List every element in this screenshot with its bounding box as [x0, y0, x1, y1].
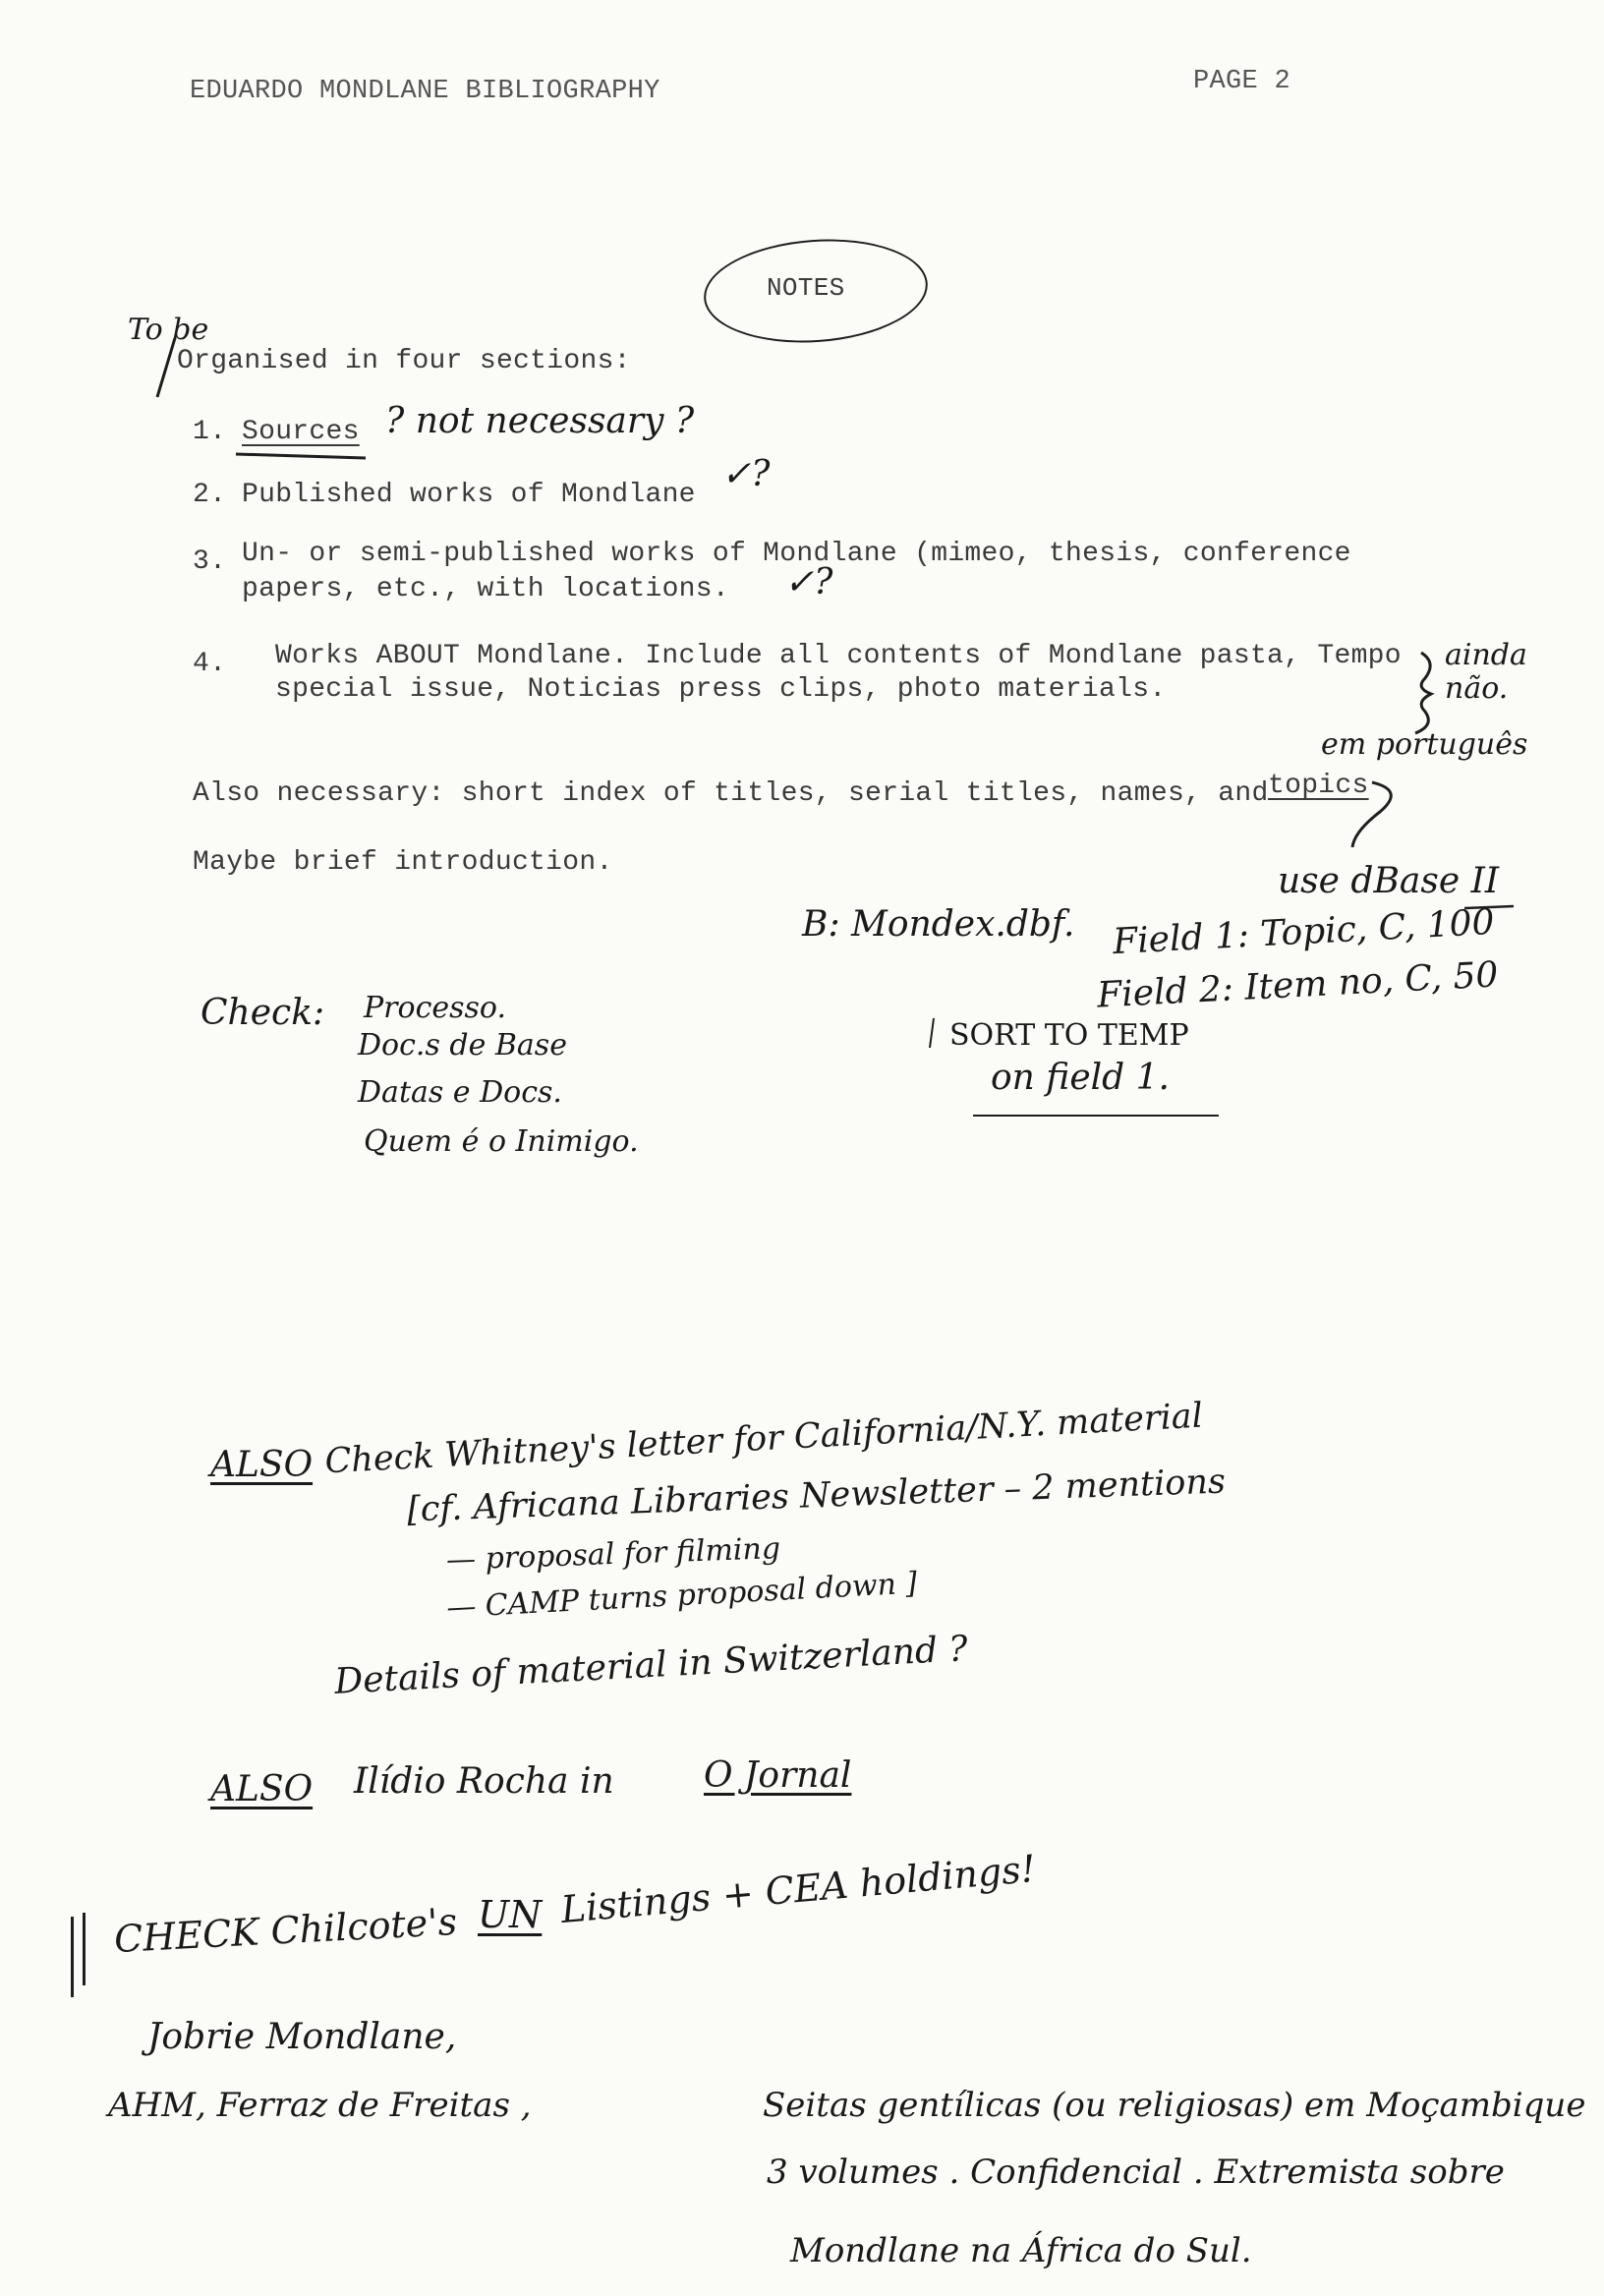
also-2-journal: O Jornal: [704, 1755, 852, 1796]
section-2-number: 2.: [193, 480, 227, 510]
section-3-text-line2: papers, etc., with locations.: [242, 574, 729, 604]
also-1-label: ALSO: [210, 1445, 314, 1485]
maybe-text: Maybe brief introduction.: [193, 847, 613, 878]
also-necessary-text: Also necessary: short index of titles, serial titles, names, and: [193, 778, 1269, 809]
header-title: EDUARDO MONDLANE BIBLIOGRAPHY: [190, 77, 660, 106]
section-4-note: ainda não.: [1445, 638, 1527, 706]
also-1-line-2: [cf. Africana Libraries Newsletter – 2 mentions: [406, 1462, 1227, 1530]
section-3-number: 3.: [193, 546, 227, 577]
also-2-label: ALSO: [210, 1769, 314, 1809]
topics-word: topics: [1268, 771, 1369, 801]
section-2-note: ✓?: [721, 454, 771, 494]
section-4-number: 4.: [193, 649, 227, 679]
use-dbase-note: use dBase II: [1278, 861, 1500, 901]
also-1-line-4: — CAMP turns proposal down ]: [445, 1566, 918, 1626]
bottom-line-2b: Seitas gentílicas (ou religiosas) em Moçambique: [763, 2086, 1586, 2125]
also-1-line-5: Details of material in Switzerland ?: [333, 1629, 969, 1702]
db-field-2: Field 2: Item no, C, 50: [1096, 954, 1500, 1016]
bottom-line-3: 3 volumes . Confidencial . Extremista sobre: [767, 2152, 1505, 2192]
check-item-1: Processo.: [364, 991, 507, 1025]
section-1-number: 1.: [193, 417, 227, 447]
check-chilcote-prefix: CHECK Chilcote's: [113, 1899, 459, 1962]
check-item-3: Datas e Docs.: [358, 1075, 562, 1110]
em-portugues-note: em português: [1321, 727, 1528, 762]
bottom-line-1: Jobrie Mondlane,: [147, 2017, 457, 2057]
sort-underline: [973, 1115, 1219, 1117]
bottom-line-2a: AHM, Ferraz de Freitas ,: [108, 2086, 532, 2125]
check-chilcote-suffix: Listings + CEA holdings!: [559, 1846, 1038, 1932]
intro-text: Organised in four sections:: [177, 346, 631, 376]
db-field-1: Field 1: Topic, C, 100: [1112, 901, 1496, 963]
sort-line-1: SORT TO TEMP: [949, 1018, 1189, 1053]
page-number: PAGE 2: [1193, 67, 1291, 96]
also-1-line-1: Check Whitney's letter for California/N.Y. material: [323, 1396, 1204, 1482]
section-1-text: Sources: [242, 417, 360, 447]
also-2-text: Ilídio Rocha in: [354, 1761, 614, 1802]
section-1-note: ? not necessary ?: [385, 401, 695, 441]
margin-bar-1: [71, 1917, 74, 1997]
check-label: Check:: [200, 993, 325, 1033]
also-1-line-3: — proposal for filming: [445, 1531, 781, 1578]
db-file: B: Mondex.dbf.: [802, 904, 1075, 945]
margin-bar-2: [83, 1913, 86, 1985]
section-3-note: ✓?: [784, 562, 833, 603]
notes-heading: NOTES: [767, 273, 845, 303]
bottom-line-4: Mondlane na África do Sul.: [790, 2231, 1252, 2270]
section-2-text: Published works of Mondlane: [242, 480, 696, 510]
check-chilcote-un: UN: [478, 1893, 543, 1936]
section-3-text: Un- or semi-published works of Mondlane (mimeo, thesis, conference: [242, 539, 1351, 569]
sort-line-2: on field 1.: [991, 1058, 1170, 1098]
check-item-2: Doc.s de Base: [358, 1028, 567, 1062]
section-4-text: Works ABOUT Mondlane. Include all contents of Mondlane pasta, Tempo: [275, 641, 1402, 671]
check-item-4: Quem é o Inimigo.: [364, 1124, 639, 1159]
to-be-note: To be: [128, 313, 209, 347]
section-4-text-line2: special issue, Noticias press clips, photo materials.: [275, 674, 1167, 705]
